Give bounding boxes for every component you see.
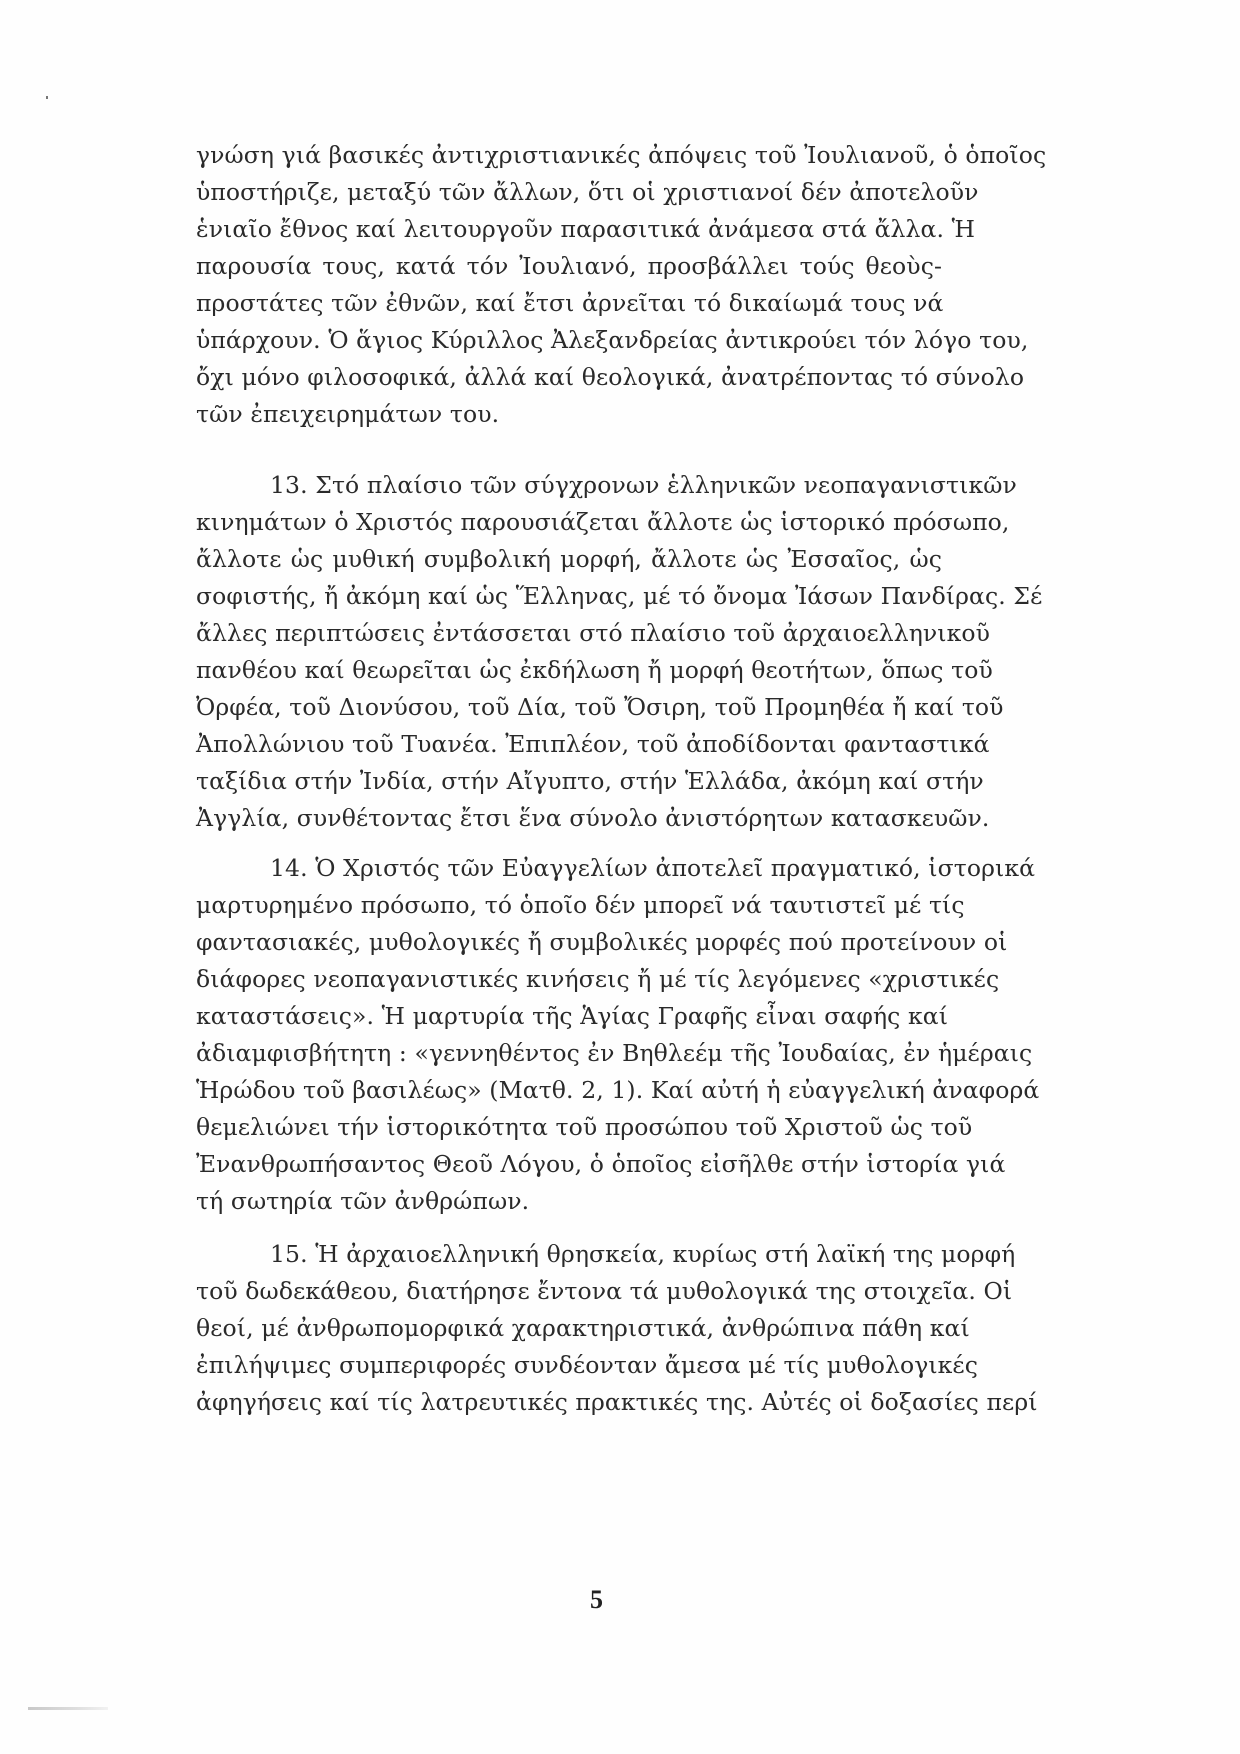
text-line: 14. Ὁ Χριστός τῶν Εὐαγγελίων ἀποτελεῖ πραγματικό, ἱστορικά <box>270 854 1036 882</box>
text-line: ἀδιαμφισβήτητη : «γεννηθέντος ἐν Βηθλεέμ τῆς Ἰουδαίας, ἐν ἡμέραις <box>196 1039 1033 1067</box>
text-line: μαρτυρημένο πρόσωπο, τό ὁποῖο δέν μπορεῖ νά ταυτιστεῖ μέ τίς <box>196 891 965 919</box>
text-line: ἐπιλήψιμες συμπεριφορές συνδέονταν ἄμεσα μέ τίς μυθολογικές <box>196 1351 978 1379</box>
text-line: ἀφηγήσεις καί τίς λατρευτικές πρακτικές της. Αὐτές οἱ δοξασίες περί <box>196 1388 1038 1416</box>
text-line: ἄλλοτε ὡς μυθική συμβολική μορφή, ἄλλοτε ὡς Ἐσσαῖος, ὡς <box>196 545 942 573</box>
text-line: τή σωτηρία τῶν ἀνθρώπων. <box>196 1187 530 1215</box>
text-line: σοφιστής, ἤ ἀκόμη καί ὡς Ἕλληνας, μέ τό ὄνομα Ἰάσων Πανδίρας. Σέ <box>196 582 1043 610</box>
text-line: Ἐνανθρωπήσαντος Θεοῦ Λόγου, ὁ ὁποῖος εἰσῆλθε στήν ἱστορία γιά <box>196 1150 1006 1178</box>
text-line: διάφορες νεοπαγανιστικές κινήσεις ἤ μέ τίς λεγόμενες «χριστικές <box>196 965 1000 993</box>
text-line: θεμελιώνει τήν ἱστορικότητα τοῦ προσώπου τοῦ Χριστοῦ ὡς τοῦ <box>196 1113 973 1141</box>
text-line: ταξίδια στήν Ἰνδία, στήν Αἴγυπτο, στήν Ἑλλάδα, ἀκόμη καί στήν <box>196 767 984 795</box>
text-line: καταστάσεις». Ἡ μαρτυρία τῆς Ἁγίας Γραφῆς εἶναι σαφής καί <box>196 1002 949 1030</box>
text-line: Ἡρώδου τοῦ βασιλέως» (Ματθ. 2, 1). Καί αὐτή ἡ εὐαγγελική ἀναφορά <box>196 1076 1040 1104</box>
page-number: 5 <box>590 1585 603 1614</box>
text-line: 15. Ἡ ἀρχαιοελληνική θρησκεία, κυρίως στή λαϊκή της μορφή <box>270 1240 1016 1268</box>
text-line: Ὀρφέα, τοῦ Διονύσου, τοῦ Δία, τοῦ Ὄσιρη, τοῦ Προμηθέα ἤ καί τοῦ <box>196 693 1004 721</box>
text-line: πανθέου καί θεωρεῖται ὡς ἐκδήλωση ἤ μορφή θεοτήτων, ὅπως τοῦ <box>196 656 993 684</box>
text-line: Ἀγγλία, συνθέτοντας ἔτσι ἕνα σύνολο ἀνιστόρητων κατασκευῶν. <box>196 804 990 832</box>
text-line: τῶν ἐπειχειρημάτων του. <box>196 400 500 428</box>
text-line: προστάτες τῶν ἐθνῶν, καί ἔτσι ἀρνεῖται τό δικαίωμά τους νά <box>196 289 944 317</box>
text-line: ἄλλες περιπτώσεις ἐντάσσεται στό πλαίσιο τοῦ ἀρχαιοελληνικοῦ <box>196 619 991 647</box>
text-line: ὑποστήριζε, μεταξύ τῶν ἄλλων, ὅτι οἱ χριστιανοί δέν ἀποτελοῦν <box>196 178 979 206</box>
text-line: γνώση γιά βασικές ἀντιχριστιανικές ἀπόψεις τοῦ Ἰουλιανοῦ, ὁ ὁποῖος <box>196 141 1047 169</box>
text-line: τοῦ δωδεκάθεου, διατήρησε ἔντονα τά μυθολογικά της στοιχεῖα. Οἱ <box>196 1277 1013 1305</box>
scan-artifact <box>28 1707 108 1710</box>
text-line: θεοί, μέ ἀνθρωπομορφικά χαρακτηριστικά, ἀνθρώπινα πάθη καί <box>196 1314 970 1342</box>
text-line: φαντασιακές, μυθολογικές ἤ συμβολικές μορφές πού προτείνουν οἱ <box>196 928 1008 956</box>
text-line: ὄχι μόνο φιλοσοφικά, ἀλλά καί θεολογικά, ἀνατρέποντας τό σύνολο <box>196 363 1025 391</box>
text-line: παρουσία τους, κατά τόν Ἰουλιανό, προσβάλλει τούς θεοὺς- <box>196 252 942 280</box>
text-line: Ἀπολλώνιου τοῦ Τυανέα. Ἐπιπλέον, τοῦ ἀποδίδονται φανταστικά <box>196 730 990 758</box>
text-line: ὑπάρχουν. Ὁ ἅγιος Κύριλλος Ἀλεξανδρείας ἀντικρούει τόν λόγο του, <box>196 326 1029 354</box>
text-line: κινημάτων ὁ Χριστός παρουσιάζεται ἄλλοτε ὡς ἱστορικό πρόσωπο, <box>196 508 1010 536</box>
text-line: 13. Στό πλαίσιο τῶν σύγχρονων ἑλληνικῶν νεοπαγανιστικῶν <box>270 471 1017 499</box>
scan-speck <box>46 96 48 99</box>
text-line: ἑνιαῖο ἔθνος καί λειτουργοῦν παρασιτικά ἀνάμεσα στά ἄλλα. Ἡ <box>196 215 976 243</box>
